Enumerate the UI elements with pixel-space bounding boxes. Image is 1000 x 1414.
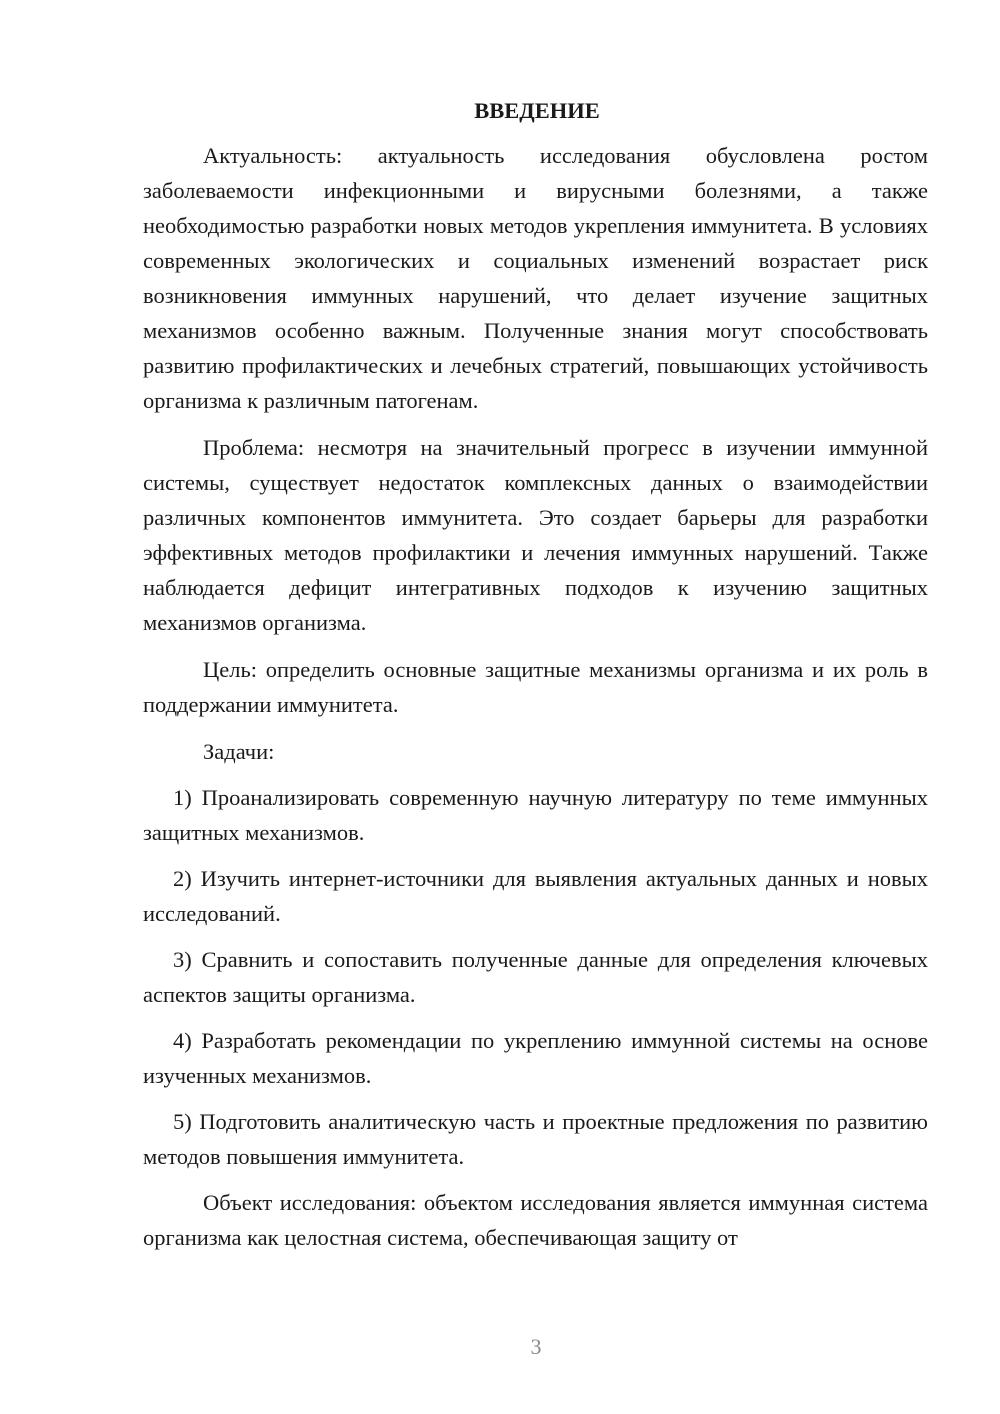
object-paragraph: Объект исследования: объектом исследования является иммунная система организма как целостная система, обеспечивающая защиту от: [143, 1190, 928, 1250]
task-item: 3) Сравнить и сопоставить полученные данные для определения ключевых аспектов защиты организма.: [143, 947, 928, 1007]
task-item: 2) Изучить интернет-источники для выявления актуальных данных и новых исследований.: [143, 866, 928, 926]
tasks-list: [143, 780, 928, 1174]
task-item: 4) Разработать рекомендации по укреплению иммунной системы на основе изученных механизмов.: [143, 1028, 928, 1088]
goal-paragraph: Цель: определить основные защитные механизмы организма и их роль в поддержании иммунитета.: [143, 657, 928, 717]
tasks-label: Задачи:: [203, 739, 275, 764]
relevance-paragraph: Актуальность: актуальность исследования обусловлена ростом заболеваемости инфекционными и вирусными болезнями, а также необходимостью разработки новых методов укрепления иммунитета. В условиях современных экологических и социальных изменений возрастает риск возникновения иммунных нарушений, что делает изучение защитных механизмов особенно важным. Полученные знания могут способствовать развитию профилактических и лечебных стратегий, повышающих устойчивость организма к различным патогенам.: [143, 143, 928, 413]
page-content: [143, 93, 928, 1267]
task-item: 1) Проанализировать современную научную литературу по теме иммунных защитных механизмов.: [143, 785, 928, 845]
problem-paragraph: Проблема: несмотря на значительный прогресс в изучении иммунной системы, существует недостаток комплексных данных о взаимодействии различных компонентов иммунитета. Это создает барьеры для разработки эффективных методов профилактики и лечения иммунных нарушений. Также наблюдается дефицит интегративных подходов к изучению защитных механизмов организма.: [143, 435, 928, 635]
task-item: 5) Подготовить аналитическую часть и проектные предложения по развитию методов повышения иммунитета.: [143, 1109, 928, 1169]
page-number: 3: [530, 1334, 542, 1359]
section-heading: ВВЕДЕНИЕ: [474, 98, 600, 123]
